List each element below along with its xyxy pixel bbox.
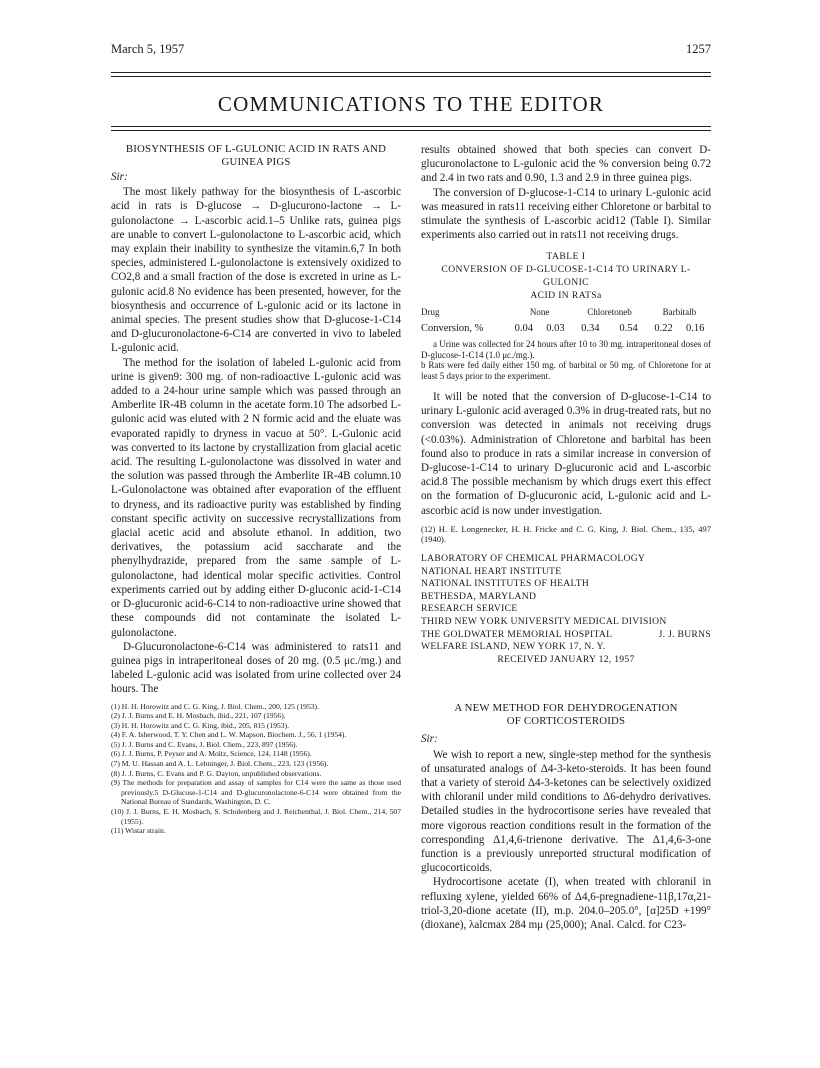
article1-salutation: Sir: bbox=[111, 171, 128, 183]
affiliation-line-1: LABORATORY OF CHEMICAL PHARMACOLOGY bbox=[421, 553, 646, 565]
row-label: Conversion, % bbox=[421, 322, 484, 334]
affiliation-line-5: RESEARCH SERVICE bbox=[421, 603, 518, 615]
article2-paragraph-2: Hydrocortisone acetate (I), when treated with chloranil in refluxing xylene, yielded 66% of Δ4,6-pregnadiene-11β,17α,21-triol-3,20-dione acetate (II), m.p. 204.0–205.0°, [α]25D +199° (dioxane), λalcmax 284 mμ (25,000); Anal. Calcd. for C23- bbox=[421, 876, 711, 932]
table-row bbox=[421, 321, 711, 337]
section-rule-2 bbox=[111, 130, 711, 131]
article1-title bbox=[111, 143, 401, 169]
cell-none-2: 0.03 bbox=[546, 322, 565, 334]
article1-after-table-paragraph: It will be noted that the conversion of D-glucose-1-C14 to urinary L-gulonic acid averaged 0.3% in drug-treated rats, but no conversion was detected in animals not receiving drugs (<0.03%). Administration of Chloretone and barbital has been found also to produce in rats a similar increase in conversion of D-glucose-1-C14 to urinary D-glucuronic acid and L-ascorbic acid.8 The possible mechanism by which drugs exert this effect on the formation of D-glucuronic acid, L-gulonic acid and L-ascorbic acid is now under investigation. bbox=[421, 391, 711, 517]
reference-12-block bbox=[421, 524, 711, 545]
header-rule-2 bbox=[111, 76, 711, 77]
table-title-line1: CONVERSION OF D-GLUCOSE-1-C14 TO URINARY L-GULONIC bbox=[441, 264, 691, 289]
received-date: RECEIVED JANUARY 12, 1957 bbox=[497, 653, 635, 665]
reference-8: (8) J. J. Burns, C. Evans and P. G. Dayton, unpublished observations. bbox=[111, 768, 322, 778]
affiliation-block bbox=[421, 553, 711, 666]
affiliation-line-8: WELFARE ISLAND, NEW YORK 17, N. Y. bbox=[421, 641, 606, 653]
reference-6: (6) J. J. Burns, P. Peyser and A. Moltz, Science, 124, 1148 (1956). bbox=[111, 749, 312, 759]
article1-title-line2: GUINEA PIGS bbox=[221, 156, 291, 168]
reference-9: (9) The methods for preparation and assay of samples for C14 were the same as those used previously.5 D-Glucose-1-C14 and D-glucuronolactone-6-C14 were obtained from the National Bureau of Standards, Washington, D. C. bbox=[111, 778, 401, 807]
affiliation-line-4: BETHESDA, MARYLAND bbox=[421, 590, 537, 602]
reference-3: (3) H. H. Horowitz and C. G. King, ibid., 205, 815 (1953). bbox=[111, 720, 290, 730]
issue-date: March 5, 1957 bbox=[111, 42, 185, 56]
cell-chloretone-1: 0.34 bbox=[581, 322, 600, 334]
reference-10: (10) J. J. Burns, E. H. Mosbach, S. Schulenberg and J. Reichenthal, J. Biol. Chem., 214, 507 (1955). bbox=[111, 807, 401, 826]
header-drug: Drug bbox=[421, 307, 440, 318]
article1-continued-1: results obtained showed that both species can convert D-glucuronolactone to L-gulonic acid the % conversion being 0.72 and 2.4 in two rats and 0.90, 1.3 and 2.9 in three guinea pigs. bbox=[421, 144, 711, 185]
affiliation-hospital: THE GOLDWATER MEMORIAL HOSPITAL bbox=[421, 628, 613, 640]
article1-paragraph-1: The most likely pathway for the biosynthesis of L-ascorbic acid in rats is D-glucose → D-glucurono-lactone → L-gulonolactone → L-ascorbic acid.1–5 Unlike rats, guinea pigs are unable to convert L-gulonolactone to L-ascorbic acid, which may explain their inability to synthesize the vitamin.6,7 In both species, administered L-gulonolactone is extensively oxidized to CO2,8 and a small fraction of the dose is excreted in urine as L-gulonic acid.8 No evidence has been presented, however, for the biosynthesis and occurrence of L-gulonic acid or its lactone in animal species. The present studies show that D-glucose-1-C14 and D-glucuronolactone-6-C14 are converted in vivo to labeled L-gulonic acid. bbox=[111, 186, 401, 355]
author-name: J. J. BURNS bbox=[658, 628, 711, 640]
table-note-a: a Urine was collected for 24 hours after 10 to 30 mg. intraperitoneal doses of D-glucose-1-C14 (1.0 μc./mg.). bbox=[421, 338, 711, 360]
reference-5: (5) J. J. Burns and C. Evans, J. Biol. Chem., 223, 897 (1956). bbox=[111, 739, 298, 749]
header-none: None bbox=[529, 307, 550, 318]
reference-7: (7) M. U. Hassan and A. L. Lehninger, J. Biol. Chem., 223, 123 (1956). bbox=[111, 759, 329, 769]
article1-continued-2: The conversion of D-glucose-1-C14 to urinary L-gulonic acid was measured in rats11 receiving either Chloretone or barbital to stimulate the synthesis of L-ascorbic acid12 (Table I). Similar experiments also carried out in rats11 not receiving drugs. bbox=[421, 186, 711, 242]
table-header-row bbox=[421, 304, 711, 320]
table-title-line2: ACID IN RATSa bbox=[530, 290, 602, 302]
reference-1: (1) H. H. Horowitz and C. G. King, J. Biol. Chem., 200, 125 (1953). bbox=[111, 701, 319, 711]
section-rule-1 bbox=[111, 126, 711, 127]
article2-salutation: Sir: bbox=[421, 733, 438, 746]
conversion-table bbox=[421, 304, 711, 336]
article2-title-line1: A NEW METHOD FOR DEHYDROGENATION bbox=[454, 702, 678, 715]
article2-paragraph-1: We wish to report a new, single-step method for the synthesis of unsaturated analogs of Δ4-3-keto-steroids. It has been found that a variety of steroid Δ4-3-ketones can be selectively oxidized with chloranil under mild conditions to Δ6-dehydro derivatives. Detailed studies in the hydrocortisone series have revealed that more vigorous reaction conditions result in the formation of the corresponding Δ1,4,6-trienone derivative. The Δ1,4,6-3-one function is a previously unreported structural modification of glucocorticoids. bbox=[421, 748, 711, 875]
reference-2: (2) J. J. Burns and E. H. Mosbach, ibid., 221, 107 (1956). bbox=[111, 711, 286, 721]
cell-barbital-2: 0.16 bbox=[685, 322, 705, 334]
header-barbital: Barbitalb bbox=[662, 307, 697, 318]
running-header bbox=[111, 42, 711, 62]
affiliation-line-3: NATIONAL INSTITUTES OF HEALTH bbox=[421, 578, 590, 590]
reference-11: (11) Wistar strain. bbox=[111, 826, 166, 836]
article1-paragraph-3: D-Glucuronolactone-6-C14 was administered to rats11 and guinea pigs in intraperitoneal doses of 20 mg. (0.5 μc./mg.) and labeled L-gulonic acid was isolated from urine collected over 24 hours. The bbox=[111, 640, 401, 696]
article1-title-line1: BIOSYNTHESIS OF L-GULONIC ACID IN RATS AND bbox=[125, 143, 387, 155]
affiliation-line-2: NATIONAL HEART INSTITUTE bbox=[421, 565, 562, 577]
left-column bbox=[111, 143, 401, 836]
affiliation-line-6: THIRD NEW YORK UNIVERSITY MEDICAL DIVISION bbox=[421, 616, 667, 627]
section-title: COMMUNICATIONS TO THE EDITOR bbox=[217, 92, 605, 116]
affiliation-line-7 bbox=[421, 629, 711, 642]
table-caption: TABLE I bbox=[546, 251, 586, 263]
reference-12: (12) H. E. Longenecker, H. H. Fricke and C. G. King, J. Biol. Chem., 135, 497 (1940). bbox=[421, 523, 711, 545]
cell-none-1: 0.04 bbox=[514, 322, 533, 334]
right-column bbox=[421, 143, 711, 932]
article1-references bbox=[111, 702, 401, 836]
article1-paragraph-2: The method for the isolation of labeled L-gulonic acid from urine is given9: 300 mg. of non-radioactive L-gulonic acid was added to a 24-hour urine sample which was passed through an Amberlite IR-4B column in the acetate form.10 The adsorbed L-gulonic acid was eluted with 2 N formic acid and the eluate was evaporated rapidly to dryness in vacuo at 50°. L-Gulonic acid was converted to its lactone by crystallization from glacial acetic acid. The resulting L-gulonolactone was dissolved in water and the solution was passed through the Amberlite IR-4B column.10 L-Gulonolactone was obtained after evaporation of the effluent to dryness, and its radioactive purity was established by finding constant specific activity on successive recrystallizations from glacial acetic acid and absolute ethanol. In addition, two derivatives, the potassium acid saccharate and the phenylhydrazide, prepared from the same sample of L-gulonolactone, had identical molar specific activities. Control experiments carried out by adding either D-gluconic acid-1-C14 or D-glucuronic acid-6-C14 to non-radioactive urine showed that these compounds did not contaminate the isolated L-gulonolactone. bbox=[111, 356, 401, 639]
article2-title-line2: OF CORTICOSTEROIDS bbox=[506, 715, 626, 728]
table-title bbox=[421, 263, 711, 302]
header-rule-top bbox=[111, 72, 711, 73]
header-chloretone: Chloretoneb bbox=[587, 307, 632, 318]
page-number: 1257 bbox=[686, 42, 711, 56]
article2-title bbox=[421, 702, 711, 728]
cell-barbital-1: 0.22 bbox=[654, 322, 673, 334]
table-note-b: b Rats were fed daily either 150 mg. of barbital or 50 mg. of Chloretone for at least 5 days prior to the experiment. bbox=[421, 360, 711, 382]
reference-4: (4) F. A. Isherwood, T. Y. Chen and L. W. Mapson, Biochem. J., 56, 1 (1954). bbox=[111, 730, 347, 740]
table-notes bbox=[421, 339, 711, 382]
cell-chloretone-2: 0.54 bbox=[619, 322, 638, 334]
